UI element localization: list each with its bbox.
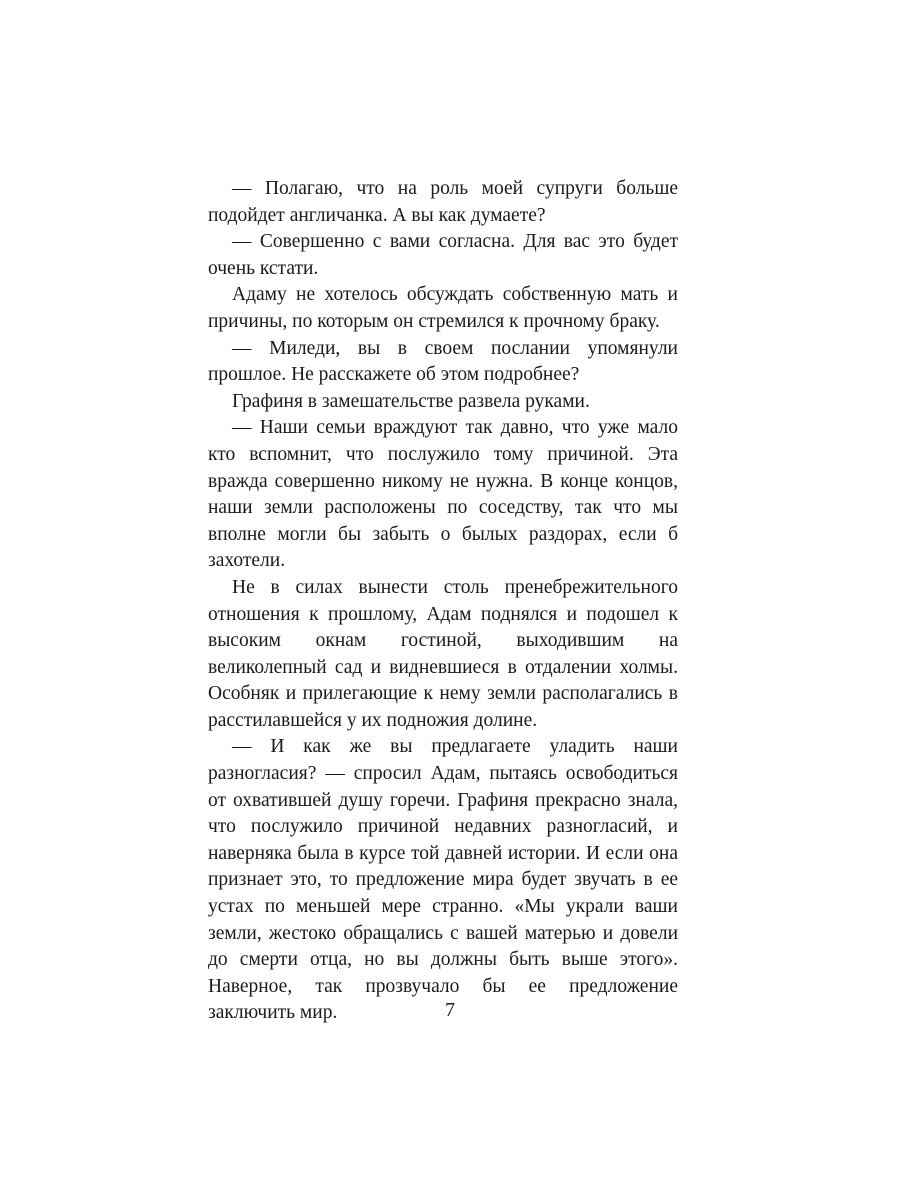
paragraph: Не в силах вынести столь пренебрежительного отношения к прошлому, Адам поднялся и подошел к высоким окнам гостиной, выходившим на великолепный сад и видневшиеся в отдалении холмы. Особняк и прилегающие к нему земли располагались в расстилавшейся у их подножия долине. [208, 576, 678, 731]
page-number: 7 [445, 999, 455, 1021]
paragraph: — Наши семьи враждуют так давно, что уже мало кто вспомнит, что послужило тому причиной. Эта вражда совершенно никому не нужна. В конце концов, наши земли расположены по соседству, так что мы вполне могли бы забыть о былых раздорах, если б захотели. [208, 417, 678, 572]
paragraph: Адаму не хотелось обсуждать собственную мать и причины, по которым он стремился к прочному браку. [208, 284, 678, 332]
paragraph: — Совершенно с вами согласна. Для вас это будет очень кстати. [208, 231, 678, 279]
paragraph: — Полагаю, что на роль моей супруги больше подойдет англичанка. А вы как думаете? [208, 178, 678, 226]
paragraph: Графиня в замешательстве развела руками. [232, 390, 590, 412]
body-text [208, 176, 678, 1027]
paragraph: — Миледи, вы в своем послании упомянули прошлое. Не расскажете об этом подробнее? [208, 337, 678, 386]
paragraph: — И как же вы предлагаете уладить наши разногласия? — спросил Адам, пытаясь освободиться от охватившей душу горечи. Графиня прекрасно знала, что послужило причиной недавних разногласий, и наверняка была в курсе той давней истории. И если она признает это, то предложение мира будет звучать в ее устах по меньшей мере странно. «Мы украли ваши земли, жестоко обращались с вашей матерью и довели до смерти отца, но вы должны быть выше этого». Наверное, так прозвучало бы ее предложение заключить мир. [208, 736, 678, 1024]
